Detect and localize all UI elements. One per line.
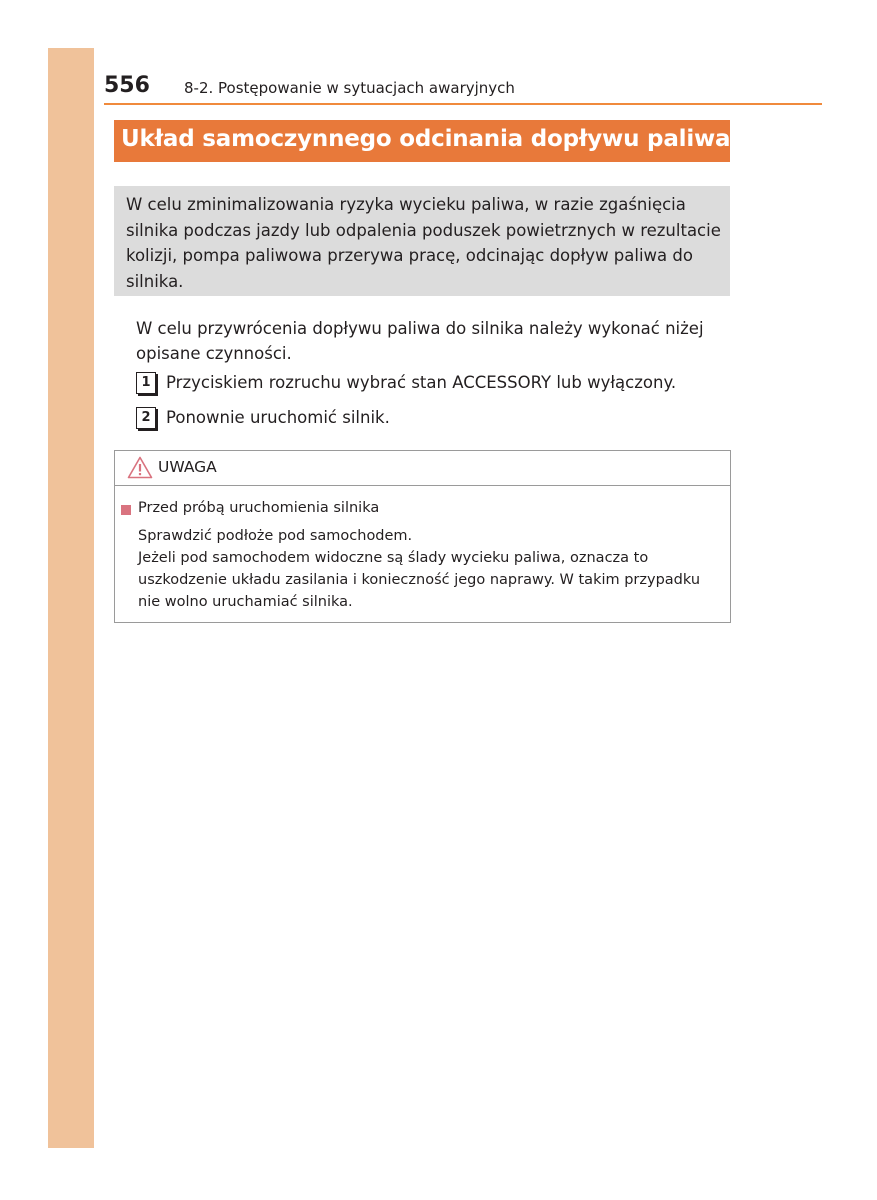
step-number-badge: 2 xyxy=(136,407,156,429)
warning-header xyxy=(115,451,730,486)
intro-paragraph: W celu przywrócenia dopływu paliwa do silnika należy wykonać niżej opisane czynności. xyxy=(136,319,704,363)
warning-triangle-icon xyxy=(127,456,153,479)
warning-line: Jeżeli pod samochodem widoczne są ślady wycieku paliwa, oznacza to uszkodzenie układu zasilania i konieczność jego naprawy. W takim przypadku nie wolno uruchamiać silnika. xyxy=(138,550,701,610)
section-title: 8-2. Postępowanie w sytuacjach awaryjnych xyxy=(184,79,515,97)
summary-text: W celu zminimalizowania ryzyka wycieku paliwa, w razie zgaśnięcia silnika podczas jazdy lub odpalenia poduszek powietrznych w rezultacie kolizji, pompa paliwowa przerywa pracę, odcinając dopływ paliwa do silnika. xyxy=(126,195,721,291)
step-number-badge: 1 xyxy=(136,372,156,394)
warning-line: Sprawdzić podłoże pod samochodem. xyxy=(138,528,413,544)
summary-box xyxy=(114,186,730,296)
warning-label: UWAGA xyxy=(158,458,217,476)
step-text: Przyciskiem rozruchu wybrać stan ACCESSORY lub wyłączony. xyxy=(166,373,677,392)
page-number: 556 xyxy=(104,73,150,98)
warning-box xyxy=(114,450,731,623)
step-text: Ponownie uruchomić silnik. xyxy=(166,408,390,427)
warning-heading: Przed próbą uruchomienia silnika xyxy=(138,500,380,516)
page-header xyxy=(104,73,822,105)
warning-body xyxy=(138,525,714,613)
bullet-square xyxy=(121,505,131,515)
page-title: Układ samoczynnego odcinania dopływu paliwa xyxy=(121,126,731,152)
side-tab-strip xyxy=(48,48,94,1148)
step-2 xyxy=(136,407,736,431)
step-1 xyxy=(136,372,736,396)
title-bar xyxy=(114,120,730,162)
